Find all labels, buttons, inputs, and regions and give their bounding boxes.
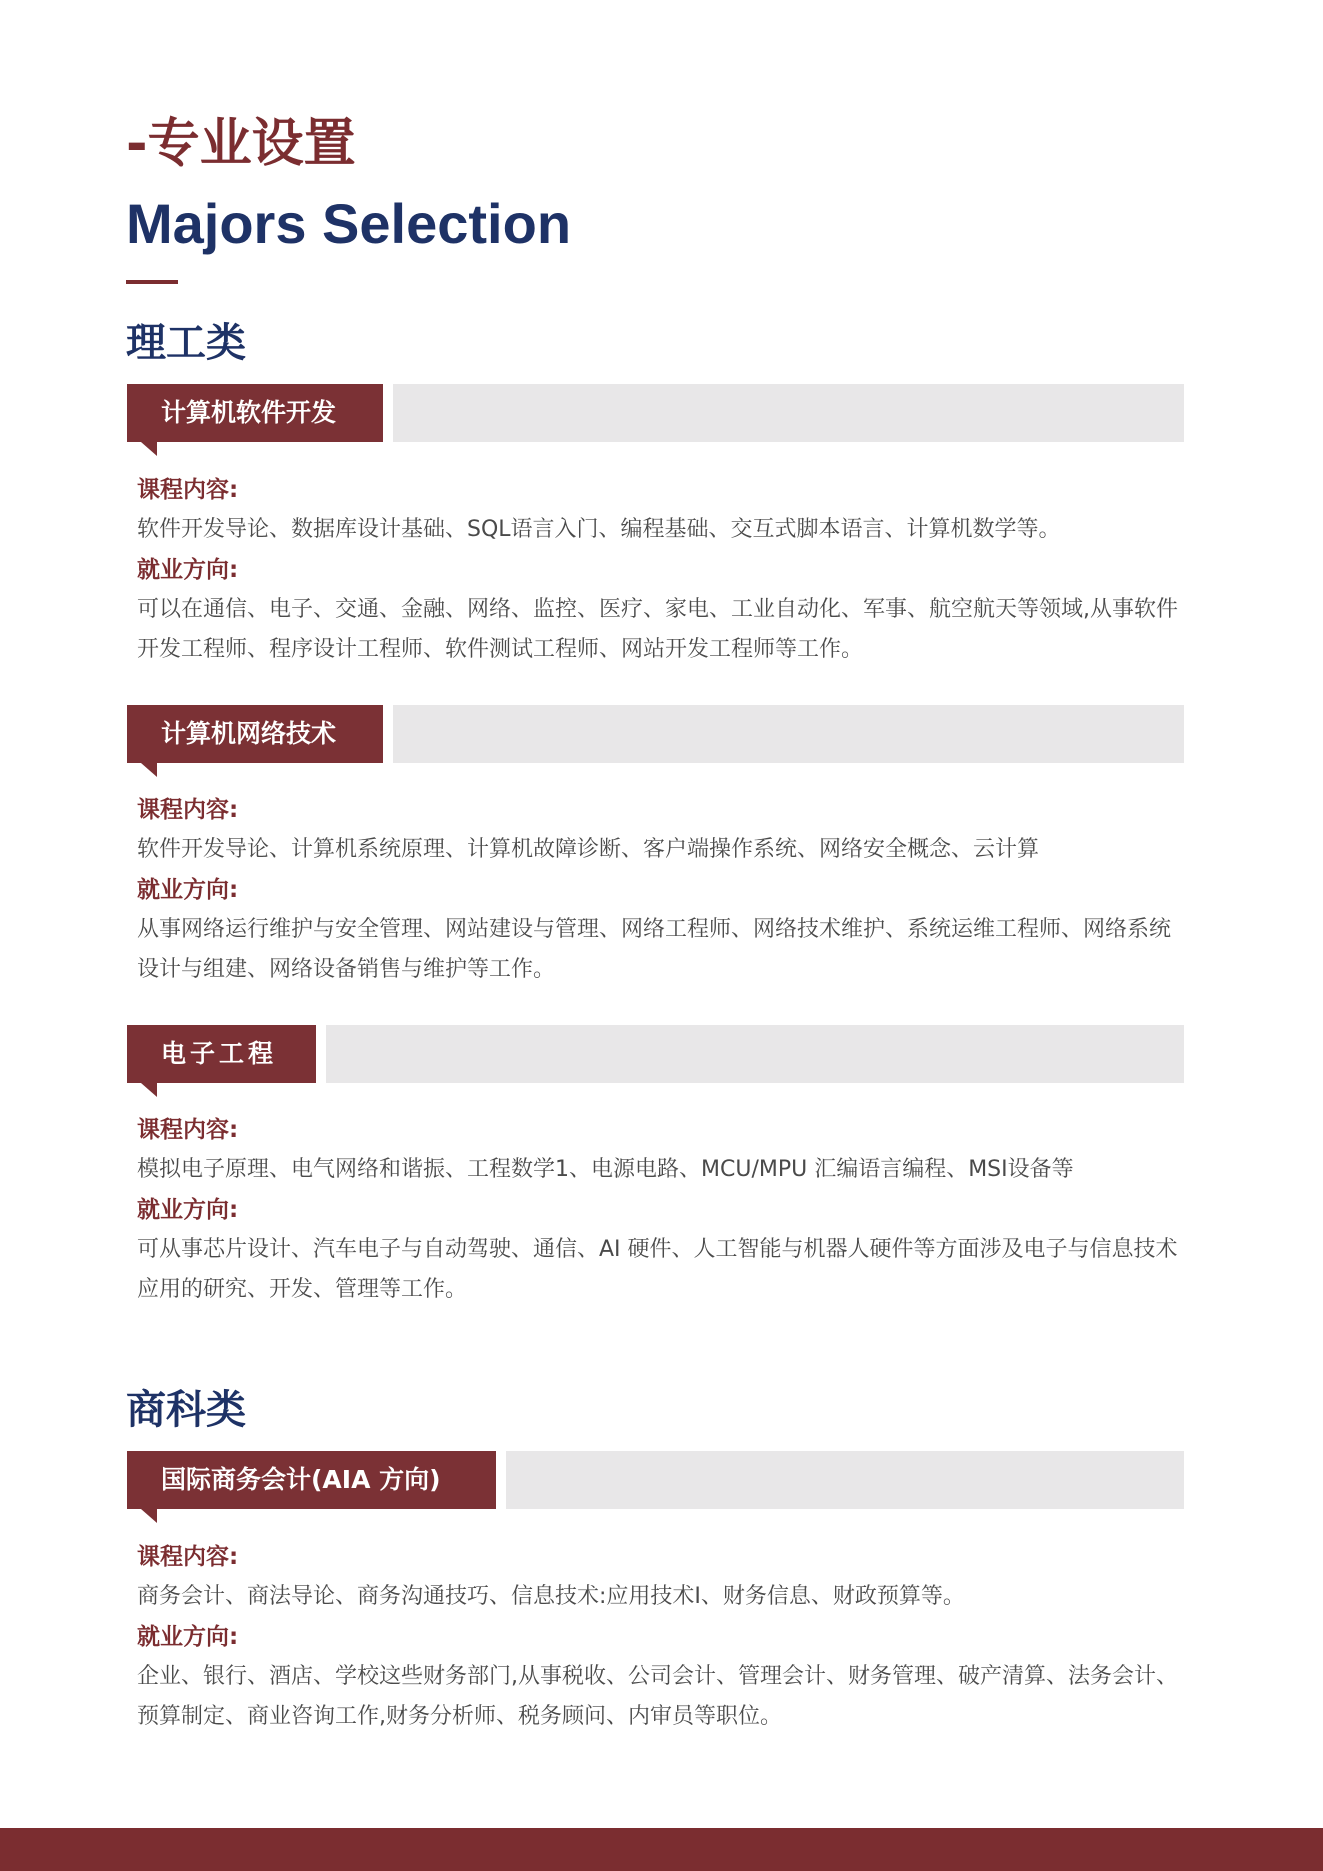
major-title-tab: 计算机网络技术 <box>127 705 383 763</box>
footer-bar <box>0 1828 1323 1871</box>
career-text: 可从事芯片设计、汽车电子与自动驾驶、通信、AI 硬件、人工智能与机器人硬件等方面涉及电子与信息技术应用的研究、开发、管理等工作。 <box>137 1237 1178 1302</box>
career-label: 就业方向: <box>137 1624 239 1650</box>
header-gray-bar <box>393 384 1184 442</box>
course-label: 课程内容: <box>137 797 239 823</box>
page-title-en: Majors Selection <box>126 192 572 255</box>
tab-notch <box>141 1083 157 1097</box>
major-details <box>137 1110 1192 1310</box>
header-gray-bar <box>506 1451 1184 1509</box>
major-header <box>127 384 1184 458</box>
major-header <box>127 1025 1184 1099</box>
category-heading-business: 商科类 <box>126 1387 246 1433</box>
major-details <box>137 790 1192 990</box>
tab-notch <box>141 763 157 777</box>
career-label: 就业方向: <box>137 557 239 583</box>
course-text: 软件开发导论、计算机系统原理、计算机故障诊断、客户端操作系统、网络安全概念、云计算 <box>137 837 1040 862</box>
major-details <box>137 470 1192 670</box>
career-label: 就业方向: <box>137 1197 239 1223</box>
career-label: 就业方向: <box>137 877 239 903</box>
header-gray-bar <box>393 705 1184 763</box>
course-text: 模拟电子原理、电气网络和谐振、工程数学1、电源电路、MCU/MPU 汇编语言编程、MSI设备等 <box>137 1157 1074 1182</box>
tab-notch <box>141 1509 157 1523</box>
course-label: 课程内容: <box>137 477 239 503</box>
major-details <box>137 1537 1192 1737</box>
header-gray-bar <box>326 1025 1184 1083</box>
career-text: 企业、银行、酒店、学校这些财务部门,从事税收、公司会计、管理会计、财务管理、破产清算、法务会计、预算制定、商业咨询工作,财务分析师、税务顾问、内审员等职位。 <box>137 1664 1178 1729</box>
major-title-tab: 计算机软件开发 <box>127 384 383 442</box>
course-label: 课程内容: <box>137 1544 239 1570</box>
page-title-cn: -专业设置 <box>126 114 356 174</box>
course-text: 软件开发导论、数据库设计基础、SQL语言入门、编程基础、交互式脚本语言、计算机数学等。 <box>137 517 1061 542</box>
major-header <box>127 705 1184 779</box>
tab-notch <box>141 442 157 456</box>
major-title-tab: 电子工程 <box>127 1025 316 1083</box>
title-divider <box>126 280 178 284</box>
major-title-tab: 国际商务会计(AIA 方向) <box>127 1451 496 1509</box>
category-heading-science: 理工类 <box>126 320 246 366</box>
career-text: 从事网络运行维护与安全管理、网站建设与管理、网络工程师、网络技术维护、系统运维工程师、网络系统设计与组建、网络设备销售与维护等工作。 <box>137 917 1172 982</box>
career-text: 可以在通信、电子、交通、金融、网络、监控、医疗、家电、工业自动化、军事、航空航天等领域,从事软件开发工程师、程序设计工程师、软件测试工程师、网站开发工程师等工作。 <box>137 597 1178 662</box>
major-header <box>127 1451 1184 1525</box>
course-text: 商务会计、商法导论、商务沟通技巧、信息技术:应用技术I、财务信息、财政预算等。 <box>137 1584 965 1609</box>
course-label: 课程内容: <box>137 1117 239 1143</box>
